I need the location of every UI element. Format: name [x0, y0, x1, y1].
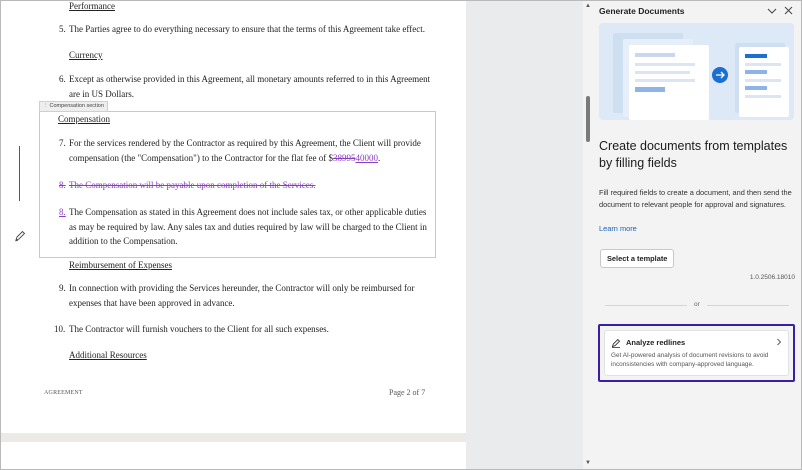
analyze-redlines-card[interactable] [604, 330, 789, 376]
heading-reimbursement: Reimbursement of Expenses [69, 260, 172, 270]
pane-title: Generate Documents [599, 6, 685, 16]
divider [707, 305, 789, 306]
paragraph-number: 7. [59, 138, 66, 148]
paragraph-text [69, 136, 431, 165]
scroll-down-arrow-icon[interactable]: ▼ [585, 460, 591, 466]
page-footer-title: AGREEMENT [44, 390, 83, 396]
paragraph-text: The Compensation as stated in this Agreement does not include sales tax, or other applicable duties as may be required by law. Any sales tax and duties required by law will be charged to the Client in addition to the Compensation. [69, 207, 427, 246]
paragraph-number: 5. [59, 24, 66, 34]
heading-additional-resources: Additional Resources [69, 350, 147, 360]
document-canvas[interactable] [1, 1, 583, 469]
pane-heading: Create documents from templates by filling fields [599, 139, 788, 170]
chevron-down-icon[interactable] [767, 7, 777, 15]
paragraph-number: 6. [59, 74, 66, 84]
deleted-text[interactable]: 38995 [333, 152, 356, 163]
deleted-paragraph-number: 8. [59, 180, 66, 190]
focus-highlight [598, 324, 795, 382]
pane-description: Fill required fields to create a document, and then send the document to relevant people for approval and signatures. [599, 188, 792, 209]
select-template-button[interactable]: Select a template [600, 249, 674, 268]
card-description: Get AI-powered analysis of document revisions to avoid inconsistencies with company-approved language. [611, 352, 769, 368]
deleted-paragraph-text: The Compensation will be payable upon completion of the Services. [69, 180, 316, 190]
learn-more-link[interactable]: Learn more [599, 224, 637, 233]
analyze-redlines-icon [611, 338, 621, 348]
paragraph-number: 9. [59, 283, 66, 293]
content-control-label: Compensation section [49, 103, 104, 109]
next-document-page[interactable] [1, 442, 466, 469]
paragraph-text-end: . [378, 152, 381, 163]
paragraph-number: 10. [54, 324, 66, 334]
page-gap [1, 433, 466, 442]
inserted-paragraph-number[interactable]: 8. [59, 207, 66, 217]
scroll-up-arrow-icon[interactable]: ▲ [585, 3, 591, 9]
vertical-scrollbar[interactable] [583, 1, 593, 469]
version-label: 1.0.2506.18010 [749, 274, 795, 281]
paragraph-text: The Contractor will furnish vouchers to the Client for all such expenses. [69, 324, 329, 334]
paragraph-text: Except as otherwise provided in this Agreement, all monetary amounts referred to in this Agreement are in US Dollars. [69, 74, 431, 99]
close-icon[interactable] [784, 6, 793, 15]
paragraph-text: The Parties agree to do everything necessary to ensure that the terms of this Agreement take effect. [69, 24, 425, 34]
chevron-right-icon[interactable] [776, 338, 782, 346]
content-control-tag[interactable] [39, 101, 108, 112]
inserted-text[interactable]: 40000 [355, 152, 379, 163]
page-number: Page 2 of 7 [389, 388, 426, 397]
paragraph-text: In connection with providing the Services hereunder, the Contractor will only be reimbursed for expenses that have been approved in advance. [69, 283, 415, 308]
paragraph-text-body: For the services rendered by the Contractor as required by this Agreement, the Client will provide compensation (the "Compensation") to the Contractor for the flat fee of $ [69, 138, 421, 163]
divider [605, 305, 687, 306]
pen-icon[interactable] [14, 230, 26, 242]
scrollbar-thumb[interactable] [586, 96, 590, 142]
generate-documents-pane [593, 1, 801, 469]
templates-illustration [599, 23, 794, 120]
heading-compensation: Compensation [58, 114, 110, 124]
heading-currency: Currency [69, 50, 103, 60]
heading-performance: Performance [69, 1, 115, 11]
card-title: Analyze redlines [626, 338, 686, 347]
document-page[interactable] [1, 1, 466, 433]
drag-handle-icon[interactable]: ⋮ [43, 103, 49, 109]
change-bar [19, 146, 20, 201]
or-separator: or [694, 301, 700, 308]
